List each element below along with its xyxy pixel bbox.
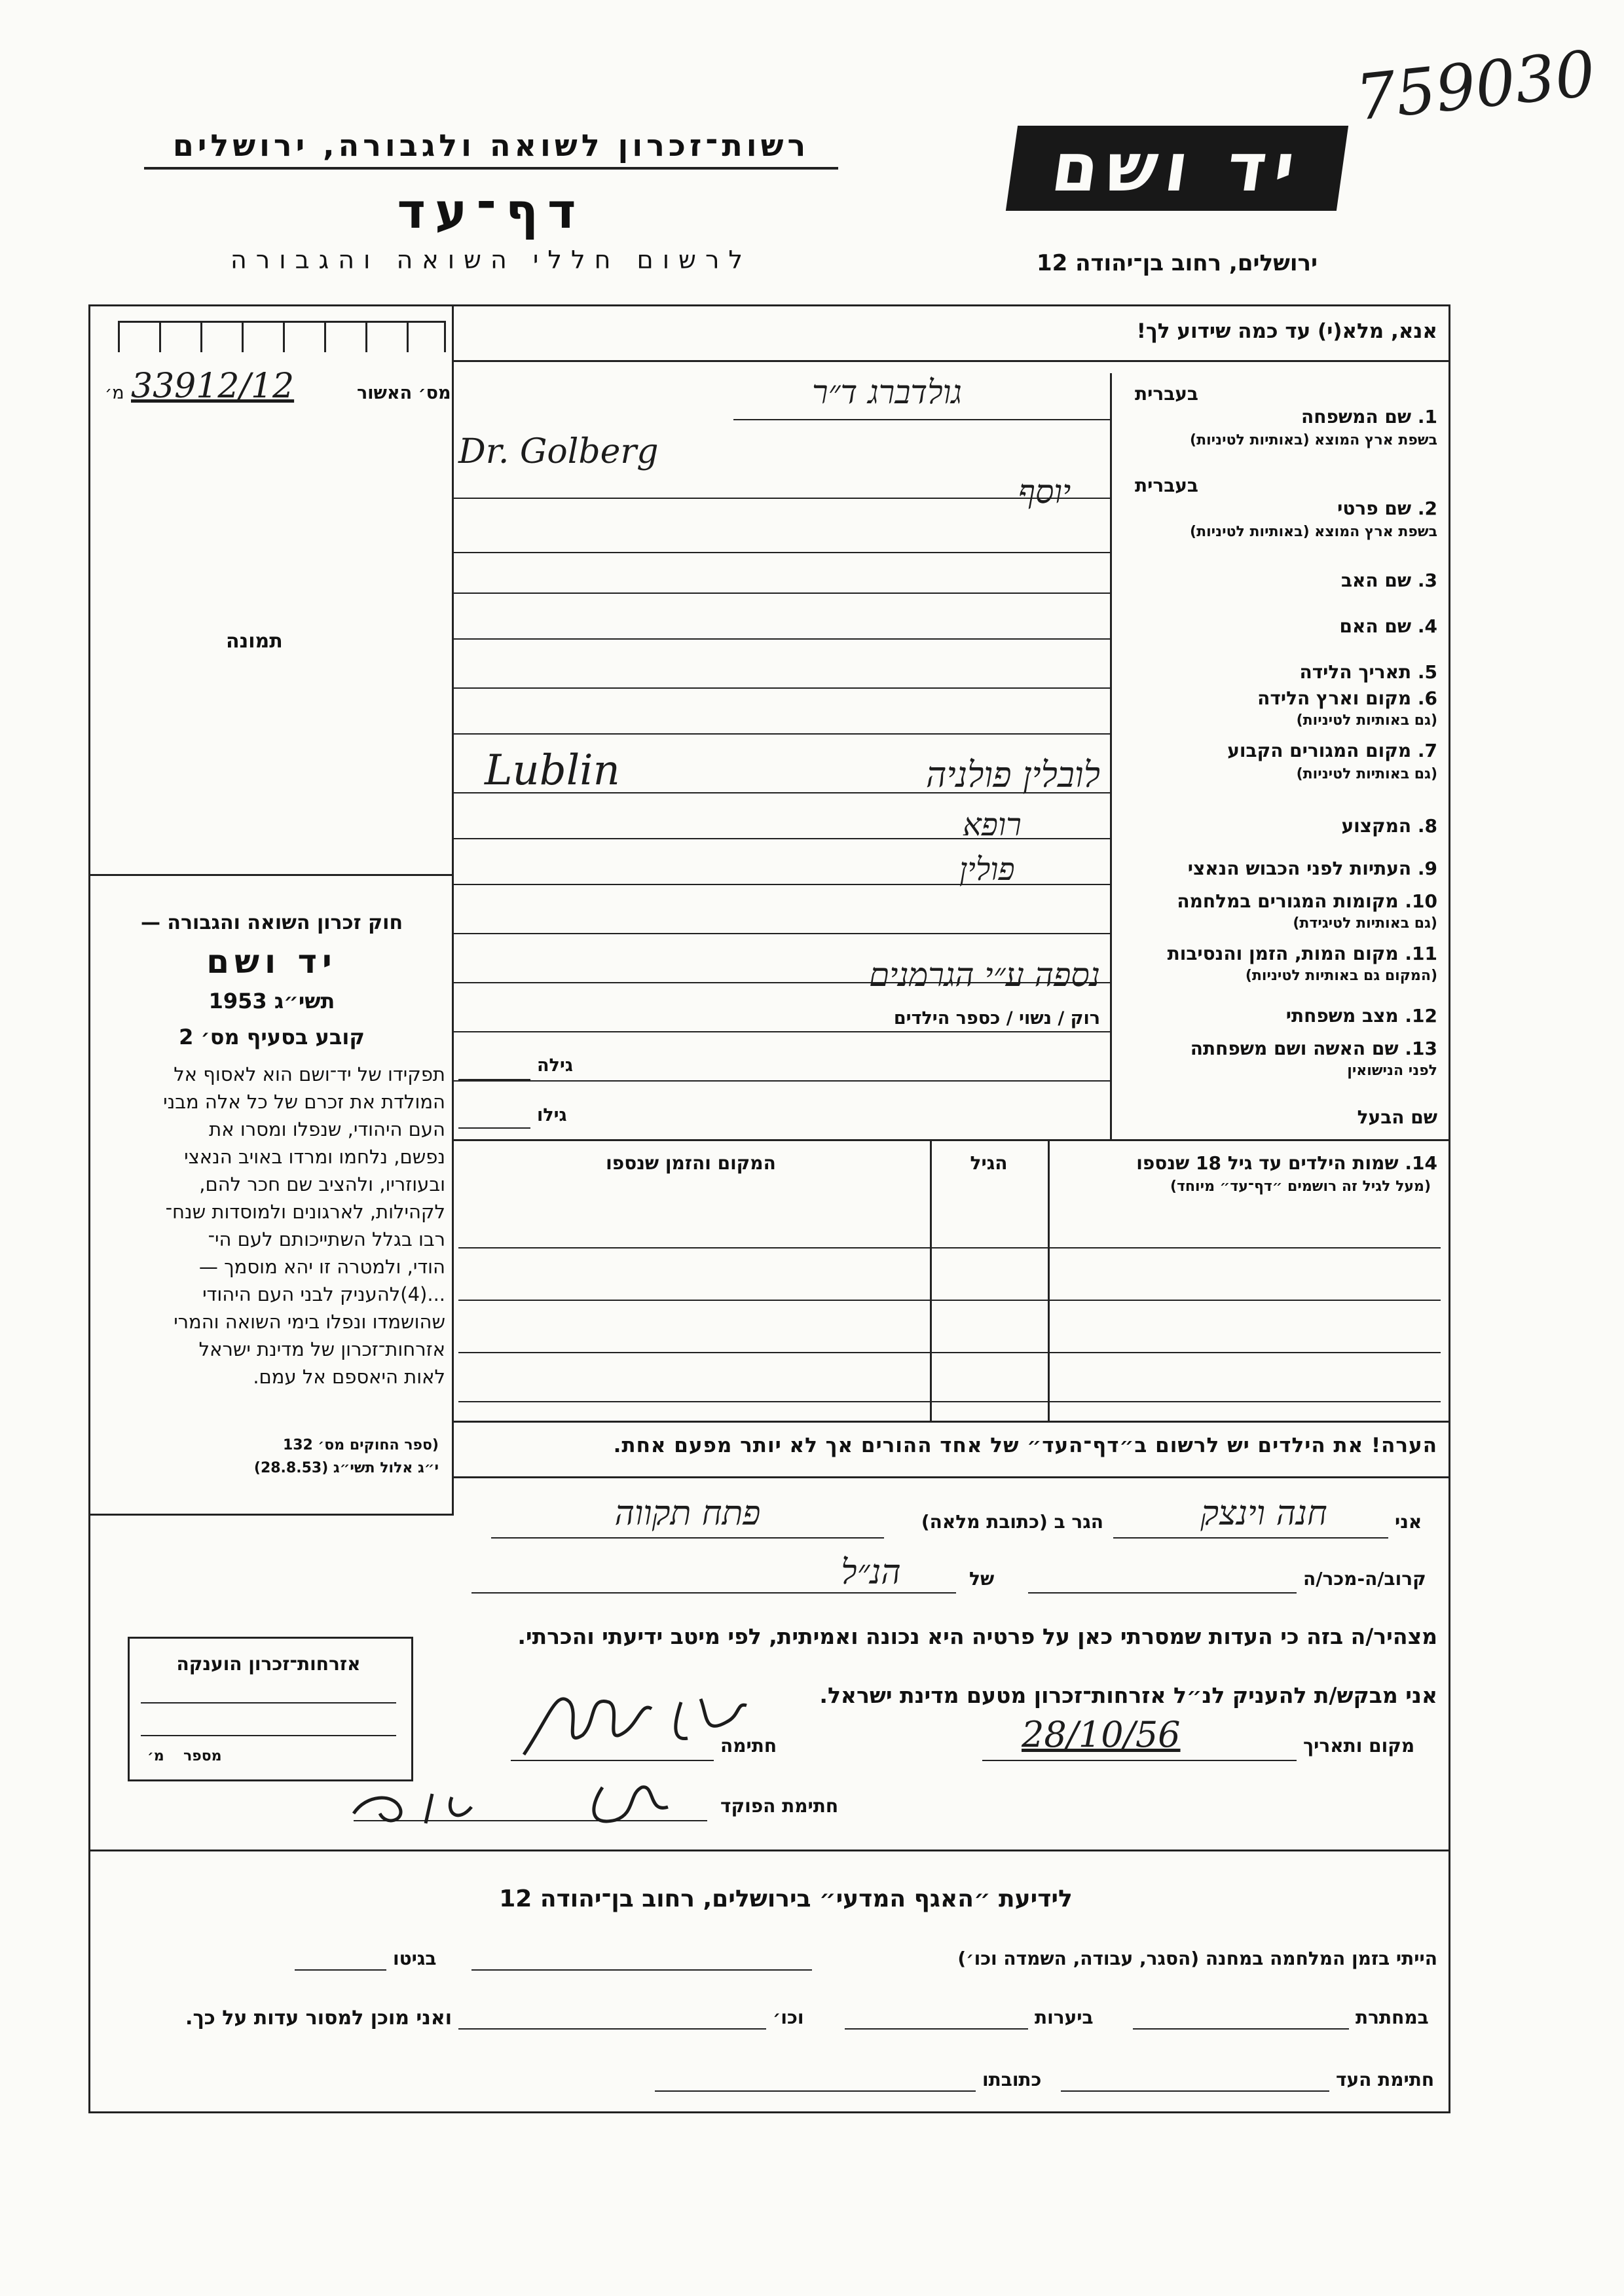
- relation-label: קרוב/ה-מכר/ה: [1303, 1568, 1426, 1590]
- form-subtitle: לרשום חללי השואה והגבורה: [230, 246, 752, 274]
- law-title: חוק זכרון השואה והגבורה —: [140, 911, 403, 934]
- law-reference: (ספר החוקים מס׳ 132: [282, 1437, 439, 1453]
- husband-age-label: גילו: [537, 1105, 567, 1125]
- field6-label: 6. מקום וארץ הלידה: [1257, 687, 1437, 709]
- field13-label: 13. שם האשה ושם משפחתה: [1190, 1038, 1437, 1059]
- declarant-signature: [511, 1676, 760, 1774]
- field10-label: 10. מקומות המגורים במלחמה: [1177, 890, 1437, 912]
- field7-sublabel: (גם באותיות לטיניות): [1296, 766, 1437, 782]
- instruction-text: אנא, מלא(י) עד כמה שידוע לך!: [1136, 319, 1437, 343]
- declarant-address[interactable]: פתח תקווה: [614, 1494, 761, 1533]
- field11-value[interactable]: נספה ע״י הגרמנים: [869, 956, 1100, 994]
- law-section: קובע בסעיף מס׳ 2: [179, 1025, 365, 1049]
- field3-label: 3. שם האב: [1340, 570, 1437, 591]
- citizenship-box-title: אזרחות־זכרון הוענקה: [176, 1653, 361, 1675]
- field5-label: 5. תאריך הלידה: [1299, 661, 1437, 683]
- signature-label: חתימה: [720, 1735, 777, 1757]
- field11-label: 11. מקום המות, הזמן והנסיבות: [1167, 943, 1437, 964]
- witness-signature-label: חתימת העד: [1336, 2069, 1435, 2090]
- etc-label: וכו׳: [773, 2007, 804, 2028]
- field11-sublabel: (המקום גם באותיות לטיניות): [1245, 968, 1437, 984]
- field2-label: 2. שם פרטי: [1337, 498, 1437, 519]
- children-note: הערה! את הילדים יש לרשום ב״דף־העד״ של אחד ההורים אך לא יותר מפעם אחת.: [613, 1434, 1437, 1457]
- relation-value[interactable]: הנ״ל: [841, 1553, 901, 1592]
- approval-number: 33912/12: [131, 367, 295, 406]
- children-place-header: המקום והזמן שנספו: [606, 1152, 776, 1174]
- field8-label: 8. המקצוע: [1341, 815, 1437, 837]
- field7-label: 7. מקום המגורים הקבוע: [1227, 740, 1437, 761]
- camp-label: הייתי בזמן המלחמה במחנה (הסגר, עבודה, השמדה וכו׳): [957, 1948, 1437, 1969]
- witness-address-label: כתובתו: [982, 2069, 1042, 2090]
- relation-of-label: של: [969, 1568, 995, 1590]
- yad-vashem-logo: יד ושם: [1006, 126, 1348, 211]
- declarant-name[interactable]: חנה וינצק: [1200, 1494, 1327, 1533]
- forests-label: ביערות: [1035, 2007, 1094, 2028]
- field14-sublabel: (מעל לגיל זה רושמים ״דף־עד״ מיוחד): [1170, 1178, 1431, 1195]
- ghetto-label: בגיטו: [393, 1948, 437, 1969]
- archive-number: 759030: [1352, 37, 1599, 135]
- field1-sublabel: בשפת ארץ המוצא (באותיות לטיניות): [1190, 432, 1437, 448]
- declarant-i-label: אני: [1395, 1511, 1422, 1533]
- law-body: תפקידו של יד־ושם הוא לאסוף אל המולדת את זכרם של כל אלה מבני העם היהודי, שנפלו ומסרו את נפשם, נלחמו ומרדו באויב הנאצי ובעוזריו, ולהציב שם חכר להם, לקהילות, לארגונים ולמוסדות שנח־ רבו בגלל השתייכותם לעם הי־ הודי, ולמטרה זו יהא מוסמך — ...(4)להעניק לבני העם היהודי שהושמדו ונפלו בימי השואה והמרי אזרחות־זכרון של מדינת ישראל לאות היאספם אל עמם.: [163, 1063, 445, 1388]
- law-name: יד ושם: [206, 943, 337, 981]
- field1-hebrew-label: בעברית: [1134, 383, 1198, 405]
- field8-value[interactable]: רופא: [963, 807, 1022, 843]
- header-address: ירושלים, רחוב בן־יהודה 12: [1036, 250, 1318, 276]
- field9-label: 9. העתיות לפני הכבוש הנאצי: [1187, 858, 1437, 879]
- declaration-date[interactable]: 28/10/56: [1022, 1714, 1181, 1755]
- field7-latin-value[interactable]: Lublin: [485, 746, 620, 795]
- citizenship-number-label: מספר: [183, 1748, 222, 1764]
- citizenship-number-prefix: מ׳: [147, 1748, 164, 1764]
- place-date-label: מקום ותאריך: [1303, 1735, 1415, 1757]
- scientific-dept-title: לידיעת ״האגף המדעי״ בירושלים, רחוב בן־יהודה 12: [499, 1886, 1073, 1912]
- children-age-header: הגיל: [970, 1152, 1008, 1174]
- approval-prefix: מ׳: [105, 383, 124, 403]
- law-reference-date: י״ג אלול תשי״ג (28.8.53): [253, 1460, 439, 1476]
- husband-label: שם הבעל: [1357, 1106, 1437, 1128]
- field1-label: 1. שם המשפחה: [1301, 406, 1437, 428]
- field9-value[interactable]: פולין: [959, 851, 1015, 888]
- institution-name: רשות־זכרון לשואה ולגבורה, ירושלים: [144, 128, 838, 170]
- field2-sublabel: בשפת ארץ המוצא (באותיות לטיניות): [1190, 524, 1437, 540]
- field1-latin-value[interactable]: Dr. Golberg: [458, 432, 659, 471]
- field14-label: 14. שמות הילדים עד גיל 18 שנספו: [1136, 1152, 1437, 1174]
- declarant-address-label: הגר ב (כתובת מלאה): [921, 1511, 1103, 1533]
- officer-signature-label: חתימת הפוקד: [720, 1795, 839, 1817]
- photo-label: תמונה: [226, 630, 283, 653]
- field7-hebrew-value[interactable]: לובלין פולניה: [925, 754, 1100, 795]
- field12-label: 12. מצב משפחתי: [1285, 1005, 1437, 1027]
- field2-hebrew-value[interactable]: יוסף: [1018, 473, 1071, 511]
- field2-hebrew-label: בעברית: [1134, 475, 1198, 496]
- testimony-willing-label: ואני מוכן למסור עדות על כך.: [185, 2007, 452, 2030]
- field4-label: 4. שם האם: [1339, 615, 1437, 637]
- request-text: אני מבקש/ת להעניק לנ״ל אזרחות־זכרון מטעם מדינת ישראל.: [819, 1683, 1437, 1708]
- form-title: דף־עד: [397, 183, 585, 240]
- law-years: תשי״ג 1953: [208, 989, 335, 1013]
- declaration-text: מצהיר/ה בזה כי העדות שמסרתי כאן על פרטיה היא נכונה ואמיתית, לפי מיטב ידיעתי והכרתי.: [517, 1624, 1437, 1649]
- field10-sublabel: (גם באותיות לטיגידת): [1293, 915, 1437, 932]
- approval-tick-box: [118, 321, 446, 352]
- field1-hebrew-value[interactable]: גולדברג ד״ר: [812, 373, 962, 411]
- field12-options[interactable]: רוק / נשוי / כספר הילדים: [893, 1008, 1100, 1029]
- underground-label: במחתרת: [1356, 2007, 1429, 2028]
- wife-age-label: גילה: [537, 1055, 573, 1076]
- field13-sublabel: לפני הנישואין: [1347, 1063, 1437, 1079]
- approval-label: מס׳ האשור: [357, 383, 451, 403]
- field6-sublabel: (גם באותיות לטיניות): [1296, 712, 1437, 729]
